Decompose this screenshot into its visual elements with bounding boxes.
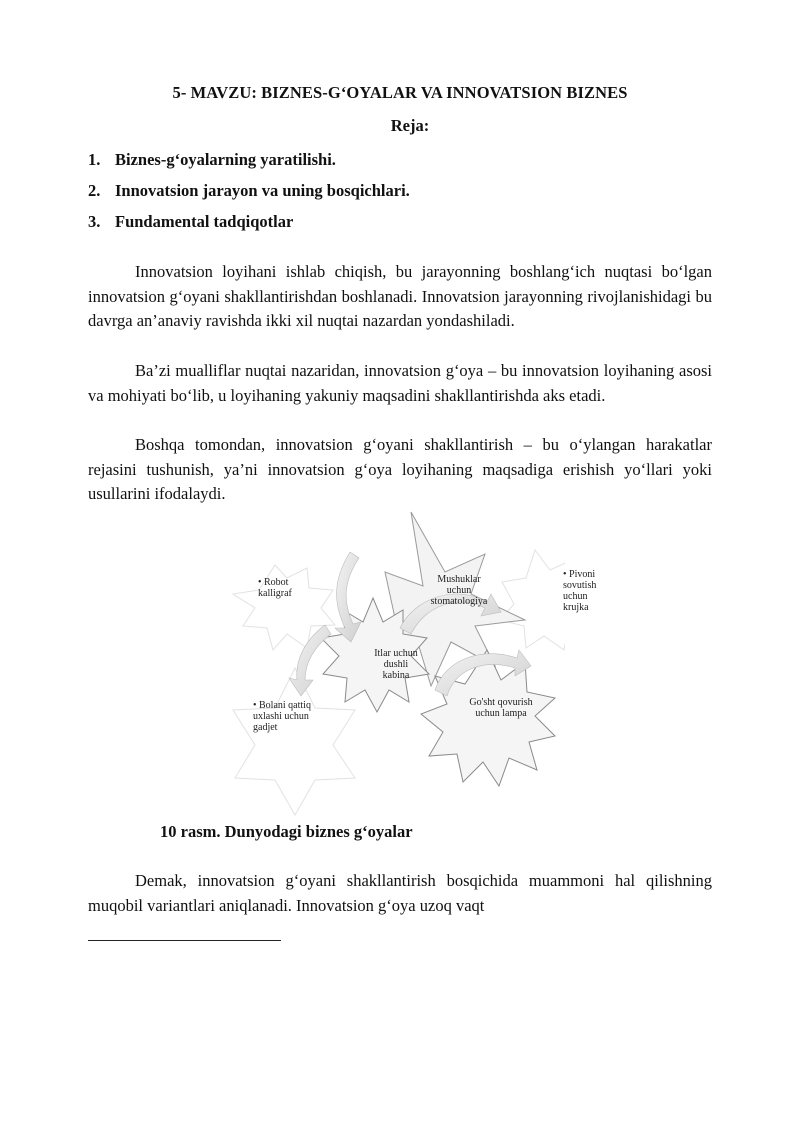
plan-item: [88, 181, 410, 212]
plan-item-text: Fundamental tadqiqotlar: [115, 212, 294, 231]
business-ideas-figure: [225, 510, 597, 820]
page-title: 5- MAVZU: BIZNES-G‘OYALAR VA INNOVATSION BIZNES: [172, 83, 628, 102]
star-label-beer: • Pivoni sovutish uchun krujka: [563, 569, 597, 613]
curved-arrow-shape: [335, 552, 361, 642]
body-paragraph: Ba’zi mualliflar nuqtai nazaridan, innovatsion g‘oya – bu innovatsion loyihaning asosi va mohiyati bo‘lib, u loyihaning yakuniy maqsadini shakllantirishda aks etadi.: [88, 361, 712, 405]
star-label-meat: Go'sht qovurish uchun lampa: [469, 697, 533, 719]
star-label-robot: • Robot kalligraf: [258, 577, 292, 599]
plan-item-number: 2.: [88, 181, 101, 200]
figure-caption: 10 rasm. Dunyodagi biznes g‘oyalar: [160, 822, 413, 841]
star-label-baby: • Bolani qattiq uxlashi uchun gadjet: [253, 700, 311, 733]
plan-item-number: 3.: [88, 212, 101, 231]
star-shape-baby: [233, 668, 355, 815]
star-shape-beer: [500, 550, 565, 650]
plan-item-text: Innovatsion jarayon va uning bosqichlari.: [115, 181, 410, 200]
plan-heading: Reja:: [390, 116, 430, 135]
plan-item: [88, 150, 410, 181]
star-label-dentistry: Mushuklar uchun stomatologiya: [430, 574, 488, 607]
plan-item-number: 1.: [88, 150, 101, 169]
plan-list: [88, 150, 410, 243]
star-label-dogs: Itlar uchun dushli kabina: [374, 648, 418, 681]
plan-item: [88, 212, 410, 243]
body-paragraph: Demak, innovatsion g‘oyani shakllantirish bosqichida muammoni hal qilishning muqobil variantlari aniqlanadi. Innovatsion g‘oya uzoq vaqt: [88, 871, 712, 915]
body-paragraph: Innovatsion loyihani ishlab chiqish, bu jarayonning boshlang‘ich nuqtasi bo‘lgan innovatsion g‘oyani shakllantirishdan boshlanadi. Innovatsion jarayonning rivojlanishidagi bu davrga an’anaviy ravishda ikki xil nuqtai nazardan yondashiladi.: [88, 262, 712, 330]
footnote-separator: [88, 940, 281, 941]
plan-item-text: Biznes-g‘oyalarning yaratilishi.: [115, 150, 336, 169]
body-paragraph: Boshqa tomondan, innovatsion g‘oyani shakllantirish – bu o‘ylangan harakatlar rejasini tushunish, ya’ni innovatsion g‘oya loyihaning maqsadiga erishish yo‘llari yoki usullarini ifodalaydi.: [88, 435, 712, 503]
